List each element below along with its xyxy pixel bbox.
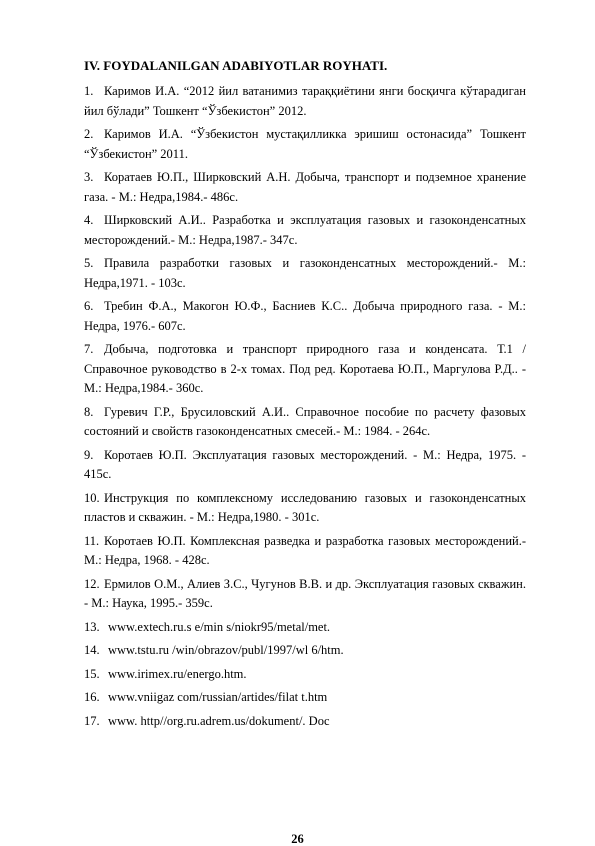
page-number: 26 [291,832,304,846]
reference-number: 15. [84,666,100,681]
reference-text: Требин Ф.А., Макогон Ю.Ф., Басниев К.С.. Добыча природного газа. - М.: Недра, 1976.- 607с. [84,299,526,333]
reference-number: 10. [84,490,100,505]
reference-number: 11. [84,533,100,548]
reference-item-5 [84,254,526,293]
reference-text: Коротаев Ю.П. Комплексная разведка и разработка газовых месторождений.- М.: Недра, 1968. - 428с. [84,533,526,567]
reference-item-11 [84,532,526,571]
reference-number: 4. [84,213,94,227]
reference-link-text: www.vniigaz com/russian/artides/filat t.htm [108,690,328,704]
reference-number: 17. [84,713,100,728]
reference-number: 14. [84,643,100,657]
reference-number: 13. [84,619,100,634]
reference-text: Коратаев Ю.П., Ширковский А.Н. Добыча, транспорт и подземное хранение газа. - М.: Недра,1984.- 486с. [84,170,526,204]
reference-text: Гуревич Г.Р., Брусиловский А.И.. Справочное пособие по расчету фазовых состояний и свойств газоконденсатных смесей.- М.: 1984. - 264с. [84,404,526,438]
reference-number: 8. [84,404,94,419]
reference-item-1 [84,82,526,121]
reference-number: 2. [84,127,94,141]
reference-number: 7. [84,342,94,356]
reference-number: 16. [84,690,100,704]
reference-item-12 [84,575,526,614]
reference-item-10 [84,489,526,528]
reference-text: Инструкция по комплексному исследованию газовых и газоконденсатных пластов и скважин. - М.: Недра,1980. - 301с. [84,490,526,524]
document-page [84,58,526,735]
reference-text: Каримов И.А. “Ўзбекистон мустақилликка эришиш остонасида” Тошкент “Ўзбекистон” 2011. [84,127,526,161]
reference-item-3 [84,168,526,207]
reference-text: Коротаев Ю.П. Эксплуатация газовых месторождений. - М.: Недра, 1975. - 415с. [84,447,526,481]
reference-item-9 [84,446,526,485]
reference-number: 9. [84,447,94,462]
reference-text: Ширковский А.И.. Разработка и эксплуатация газовых и газоконденсатных месторождений.- М.: Недра,1987.- 347с. [84,213,526,247]
reference-text: Каримов И.А. “2012 йил ватанимиз тараққиётини янги босқичга кўтарадиган йил бўлади” Тошкент “Ўзбекистон” 2012. [84,84,526,118]
reference-item-15 [84,665,526,685]
reference-number: 3. [84,170,94,184]
reference-number: 1. [84,84,94,98]
reference-item-7 [84,340,526,399]
reference-number: 5. [84,256,94,270]
reference-item-14 [84,641,526,661]
section-heading: IV. FOYDALANILGAN ADABIYOTLAR ROYHATI. [84,58,388,73]
reference-item-13 [84,618,526,638]
reference-text: Ермилов О.М., Алиев З.С., Чугунов В.В. и др. Эксплуатация газовых скважин. - М.: Наука, 1995.- 359с. [84,576,526,610]
reference-item-17 [84,712,526,732]
reference-link-text: www.tstu.ru /win/obrazov/publ/1997/wl 6/htm. [108,643,344,657]
reference-item-16 [84,688,526,708]
reference-item-6 [84,297,526,336]
reference-text: Добыча, подготовка и транспорт природного газа и конденсата. Т.1 / Справочное руководство в 2-х томах. Под ред. Коротаева Ю.П., Маргулова Р.Д.. - М.: Недра,1984.- 360с. [84,342,526,395]
reference-link-text: www. http//org.ru.adrem.us/dokument/. Doc [108,713,330,728]
reference-link-text: www.irimex.ru/energo.htm. [108,666,247,681]
reference-text: Правила разработки газовых и газоконденсатных месторождений.- М.: Недра,1971. - 103с. [84,256,526,290]
reference-number: 12. [84,576,100,591]
reference-item-2 [84,125,526,164]
reference-item-4 [84,211,526,250]
reference-item-8 [84,403,526,442]
reference-number: 6. [84,299,94,313]
reference-link-text: www.extech.ru.s e/min s/niokr95/metal/met. [108,619,331,634]
